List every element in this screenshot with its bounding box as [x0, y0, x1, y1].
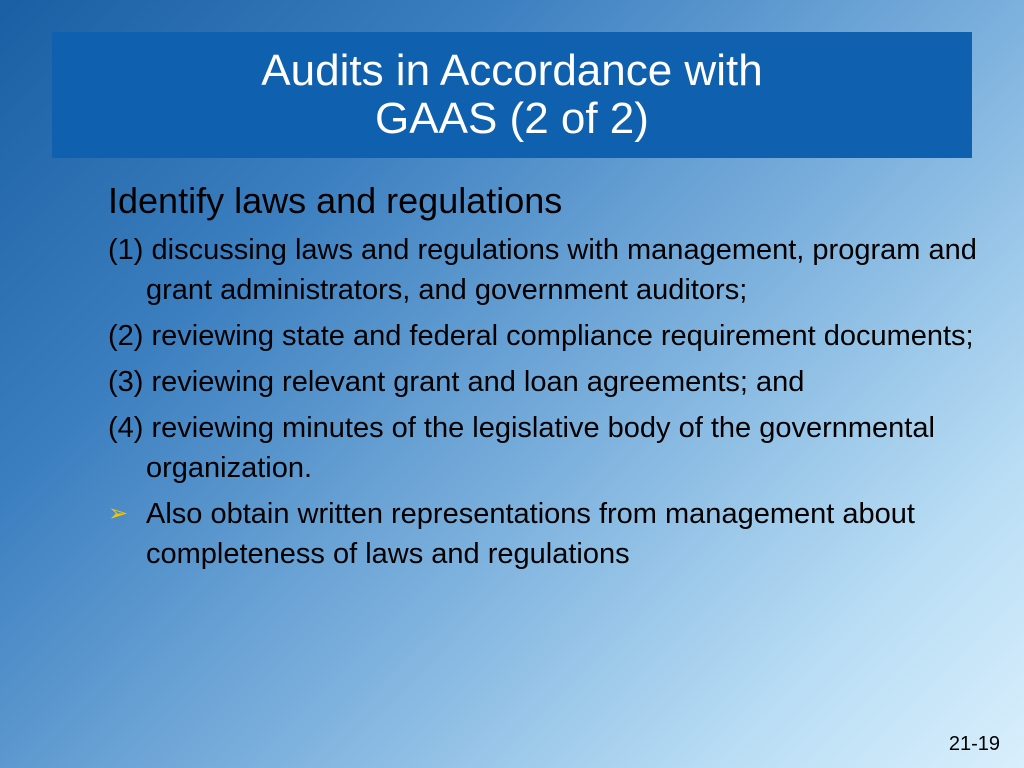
slide-title-line-2: GAAS (2 of 2)	[375, 94, 649, 143]
list-item: (2) reviewing state and federal compliance requirement documents;	[108, 320, 974, 352]
list-item: (1) discussing laws and regulations with management, program and grant administrators, and government auditors;	[108, 234, 977, 306]
slide-title	[261, 47, 762, 143]
slide-content	[108, 180, 988, 574]
bullet-item	[108, 494, 988, 574]
page-number: 21-19	[948, 733, 1000, 755]
title-bar	[52, 32, 972, 158]
list-item: (3) reviewing relevant grant and loan agreements; and	[108, 366, 805, 398]
slide-title-line-1: Audits in Accordance with	[261, 46, 763, 95]
list-item: (4) reviewing minutes of the legislative body of the governmental organization.	[108, 412, 935, 484]
bullet-text: Also obtain written representations from management about completeness of laws and regulations	[146, 498, 915, 570]
arrow-bullet-icon: ➢	[108, 500, 129, 527]
content-heading: Identify laws and regulations	[108, 180, 563, 221]
